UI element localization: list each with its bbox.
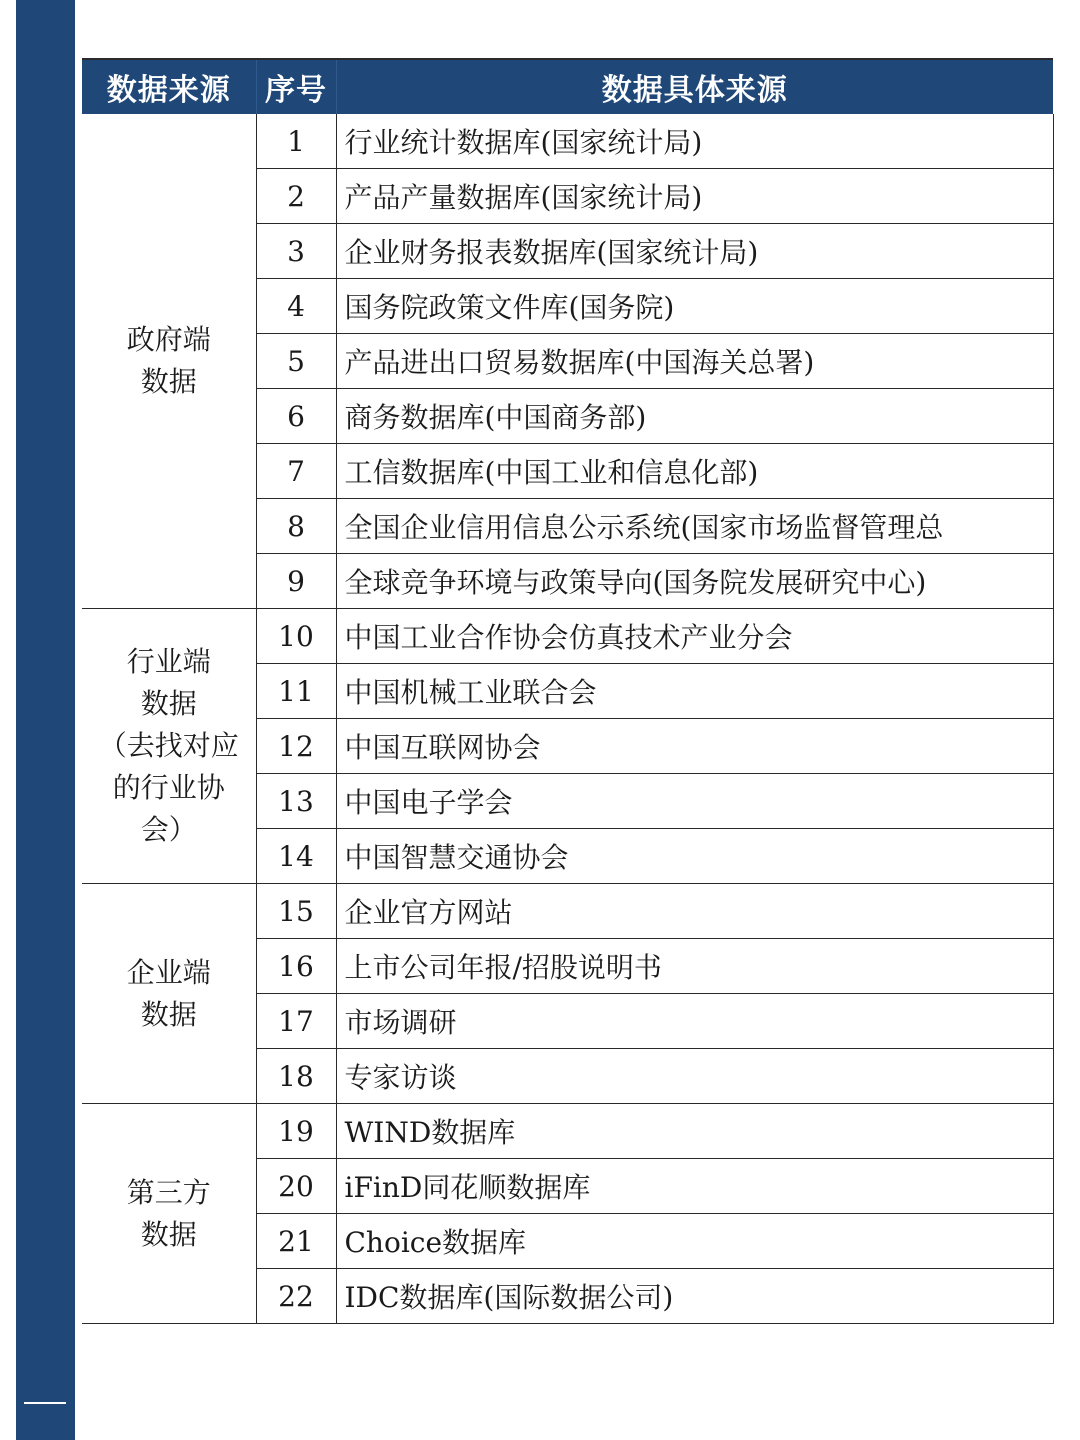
source-name: 专家访谈 (336, 1049, 1053, 1104)
source-name: 上市公司年报/招股说明书 (336, 939, 1053, 994)
header-data-source: 数据来源 (82, 59, 256, 114)
row-index: 20 (256, 1159, 336, 1214)
table-row (82, 114, 1053, 169)
group-label-line: 会） (140, 813, 197, 846)
source-name: 产品产量数据库(国家统计局) (336, 169, 1053, 224)
table-body (82, 114, 1053, 1324)
source-name: 市场调研 (336, 994, 1053, 1049)
source-name: 中国工业合作协会仿真技术产业分会 (336, 609, 1053, 664)
table-row (82, 1104, 1053, 1159)
source-name: 工信数据库(中国工业和信息化部) (336, 444, 1053, 499)
source-name: 中国互联网协会 (336, 719, 1053, 774)
row-index: 21 (256, 1214, 336, 1269)
source-name: 中国智慧交通协会 (336, 829, 1053, 884)
row-index: 22 (256, 1269, 336, 1324)
source-name: 企业官方网站 (336, 884, 1053, 939)
left-accent-bar (16, 0, 75, 1440)
row-index: 19 (256, 1104, 336, 1159)
row-index: 15 (256, 884, 336, 939)
source-name: 商务数据库(中国商务部) (336, 389, 1053, 444)
table-row (82, 609, 1053, 664)
group-label-line: 数据 (140, 365, 197, 398)
table-header-row (82, 59, 1053, 114)
source-name: WIND数据库 (336, 1104, 1053, 1159)
header-index: 序号 (256, 59, 336, 114)
group-label (99, 319, 239, 403)
group-label-line: 行业端 (126, 645, 211, 678)
row-index: 5 (256, 334, 336, 389)
group-label-line: 数据 (140, 1217, 197, 1251)
data-source-table (82, 58, 1054, 1324)
row-index: 1 (256, 114, 336, 169)
source-name: 中国机械工业联合会 (336, 664, 1053, 719)
group-label-line: 的行业协 (112, 771, 225, 804)
group-label-line: 企业端 (126, 955, 211, 989)
group-label-line: 第三方 (126, 1175, 211, 1209)
source-name: iFinD同花顺数据库 (336, 1159, 1053, 1214)
group-label (99, 1172, 239, 1256)
group-label (99, 952, 239, 1036)
source-name: 企业财务报表数据库(国家统计局) (336, 224, 1053, 279)
accent-bar-divider (24, 1402, 66, 1404)
group-label-line: 数据 (140, 687, 197, 720)
row-index: 16 (256, 939, 336, 994)
source-name: 全国企业信用信息公示系统(国家市场监督管理总 (336, 499, 1053, 554)
row-index: 7 (256, 444, 336, 499)
row-index: 4 (256, 279, 336, 334)
source-name: 行业统计数据库(国家统计局) (336, 114, 1053, 169)
group-label-line: 政府端 (126, 323, 211, 356)
row-index: 13 (256, 774, 336, 829)
source-name: IDC数据库(国际数据公司) (336, 1269, 1053, 1324)
table-row (82, 884, 1053, 939)
row-index: 17 (256, 994, 336, 1049)
group-label-cell (82, 1104, 256, 1324)
source-name: 全球竞争环境与政策导向(国务院发展研究中心) (336, 554, 1053, 609)
group-label-cell (82, 609, 256, 884)
row-index: 10 (256, 609, 336, 664)
row-index: 3 (256, 224, 336, 279)
row-index: 6 (256, 389, 336, 444)
row-index: 14 (256, 829, 336, 884)
source-name: 中国电子学会 (336, 774, 1053, 829)
row-index: 12 (256, 719, 336, 774)
row-index: 2 (256, 169, 336, 224)
group-label-cell (82, 884, 256, 1104)
row-index: 8 (256, 499, 336, 554)
group-label (99, 641, 239, 851)
source-name: 国务院政策文件库(国务院) (336, 279, 1053, 334)
row-index: 18 (256, 1049, 336, 1104)
source-name: 产品进出口贸易数据库(中国海关总署) (336, 334, 1053, 389)
group-label-cell (82, 114, 256, 609)
group-label-line: （去找对应 (98, 729, 239, 762)
header-specific-source: 数据具体来源 (336, 59, 1053, 114)
row-index: 11 (256, 664, 336, 719)
source-name: Choice数据库 (336, 1214, 1053, 1269)
group-label-line: 数据 (140, 997, 197, 1031)
row-index: 9 (256, 554, 336, 609)
